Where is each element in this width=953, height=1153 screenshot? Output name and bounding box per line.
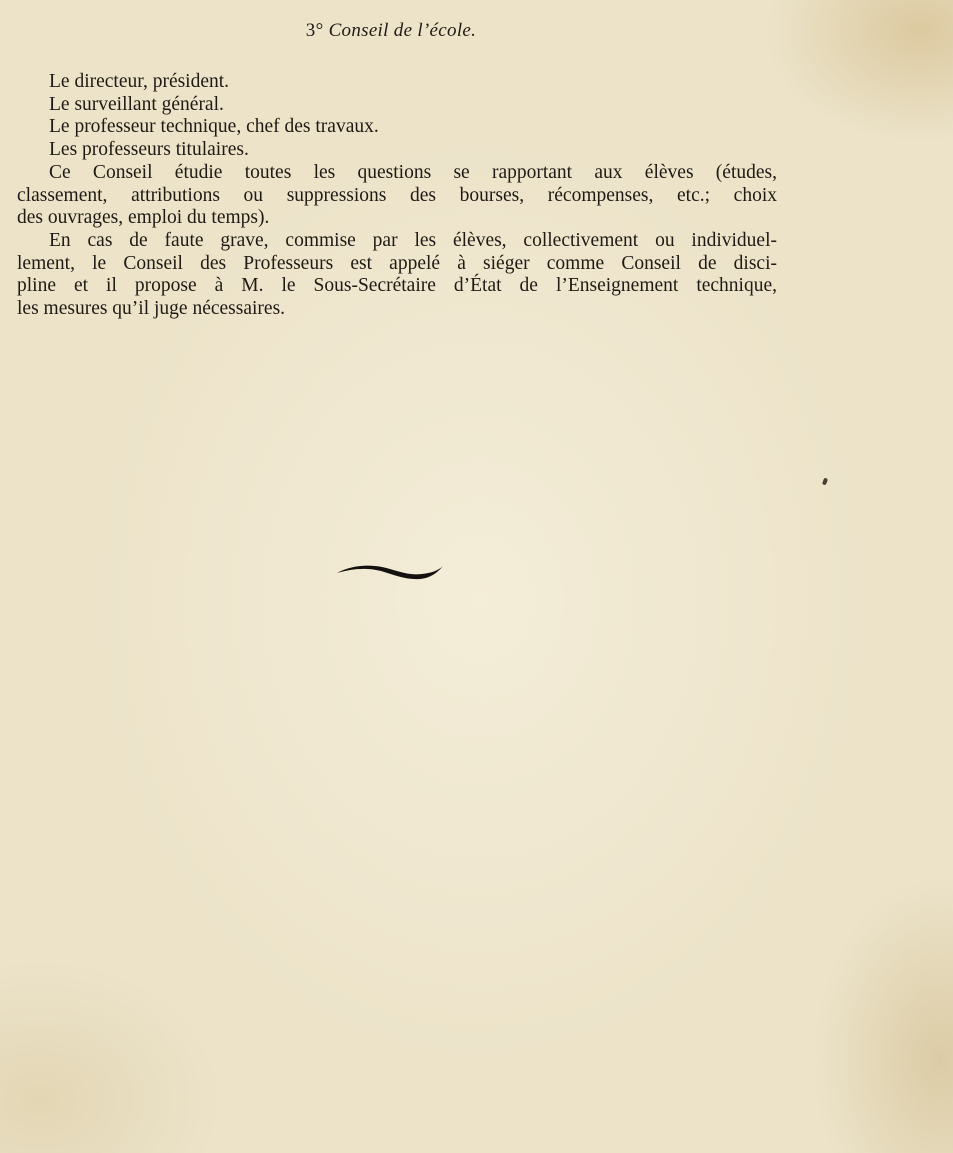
section-title: Conseil de l’école.: [328, 20, 477, 41]
member-line: Le professeur technique, chef des travaux.: [49, 116, 379, 138]
paragraph-line: des ouvrages, emploi du temps).: [17, 207, 270, 229]
paper-speck: [822, 478, 828, 486]
paragraph-line: lement, le Conseil des Professeurs est appelé à siéger comme Conseil de disci-: [17, 252, 777, 274]
paragraph-line: les mesures qu’il juge nécessaires.: [17, 298, 286, 320]
member-line: Le directeur, président.: [49, 71, 230, 92]
member-line: Le surveillant général.: [49, 93, 224, 115]
paragraph-line: classement, attributions ou suppressions des bourses, récompenses, etc.; choix: [17, 184, 777, 206]
section-number: 3°: [305, 20, 324, 41]
paragraph-line: Ce Conseil étudie toutes les questions se rapportant aux élèves (études,: [49, 161, 777, 183]
paragraph-line: pline et il propose à M. le Sous-Secrétaire d’État de l’Enseignement technique,: [17, 275, 777, 297]
member-line: Les professeurs titulaires.: [49, 139, 249, 161]
paragraph-line: En cas de faute grave, commise par les élèves, collectivement ou individuel-: [49, 229, 777, 251]
body-text: [17, 71, 777, 321]
section-heading: [0, 20, 782, 42]
swash-ornament-icon: [336, 558, 444, 582]
